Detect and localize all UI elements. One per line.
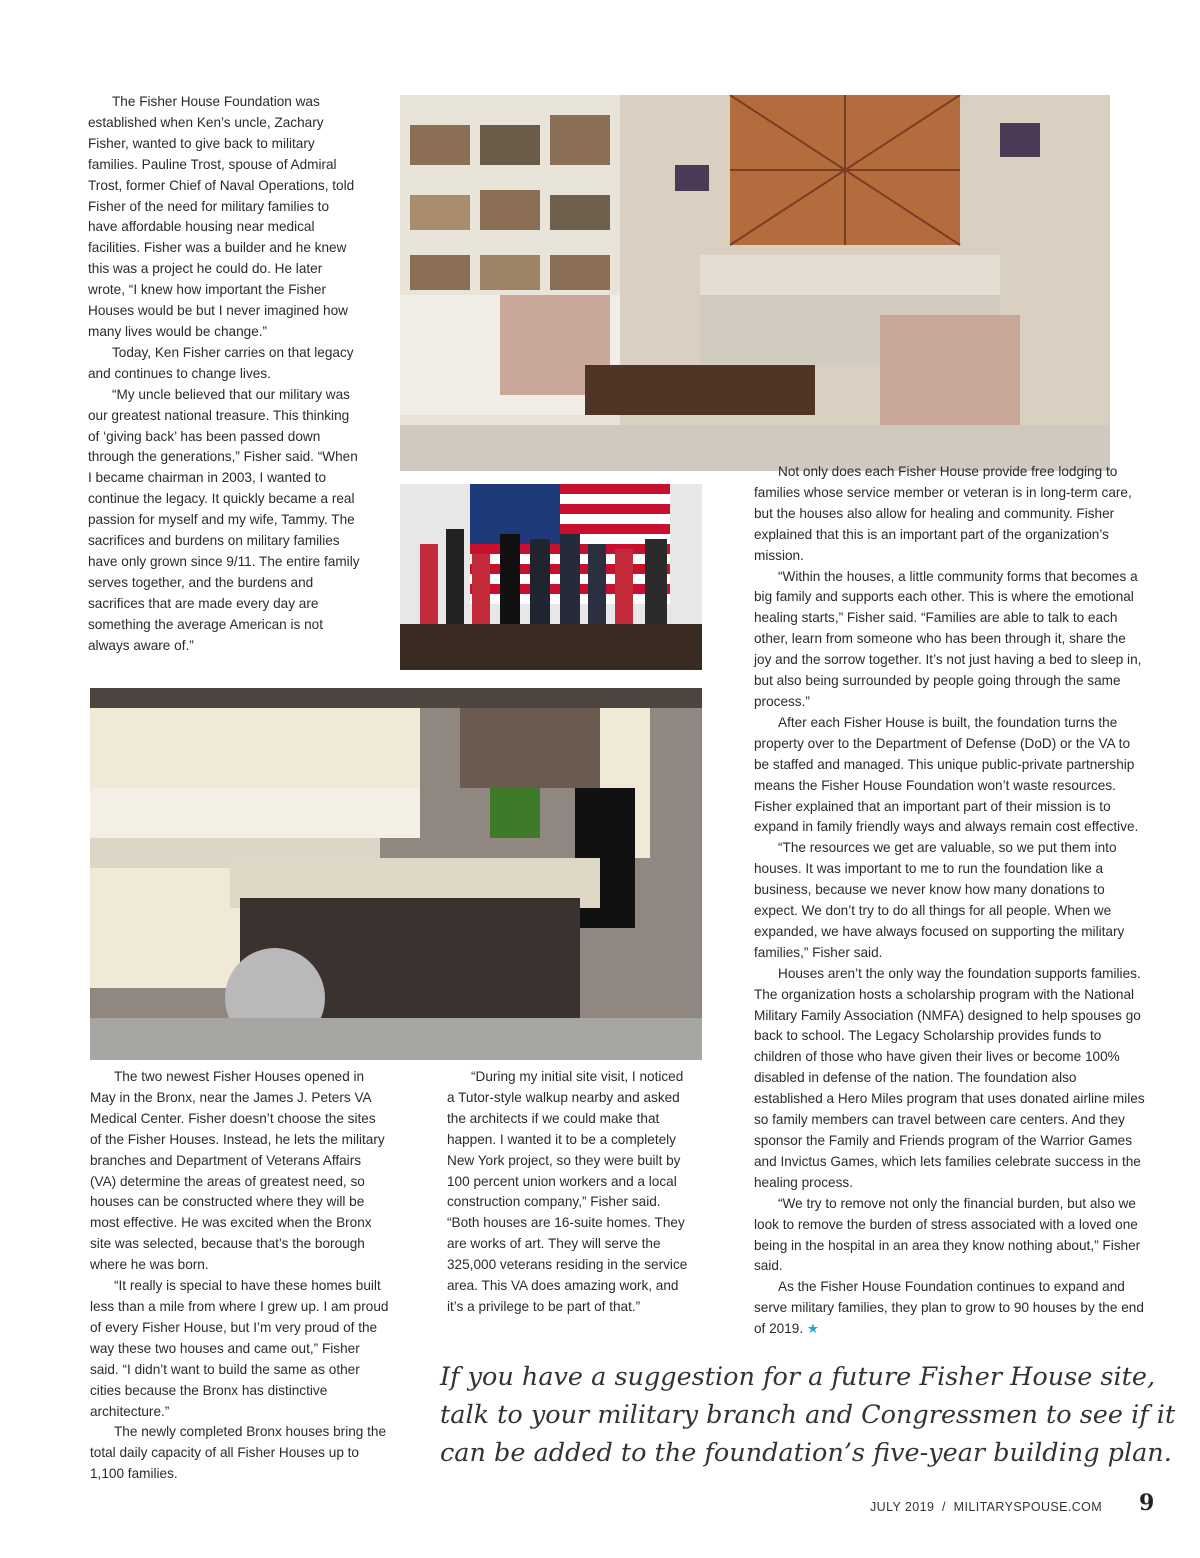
paragraph: “The resources we get are valuable, so we put them into houses. It was important to me to run the foundation like a business, because we never know how many donations to expect. We don’t try to do all things for all people. When we expanded, we have always focused on supporting the military families,” Fisher said. bbox=[754, 840, 1125, 960]
paragraph: Today, Ken Fisher carries on that legacy and continues to change lives. bbox=[88, 344, 354, 381]
paragraph: “My uncle believed that our military was our greatest national treasure. This thinking of ‘giving back’ has been passed down through the generations,” Fisher said. “When I became chairman in 2003, I wanted to continue the legacy. It quickly became a real passion for myself and my wife, Tammy. The sacrifices and burdens on military families have only grown since 9/11. The entire family serves together, and the burdens and sacrifices that are made every day are something the average American is not always aware of.” bbox=[88, 386, 360, 653]
paragraph: After each Fisher House is built, the foundation turns the property over to the Department of Defense (DoD) or the VA to be staffed and managed. This unique public-private partnership means the Fisher House Foundation won’t waste resources. Fisher explained that an important part of their mission is to expand in family friendly ways and always remain cost effective. bbox=[754, 714, 1139, 835]
paragraph-text: As the Fisher House Foundation continues to expand and serve military families, they plan to grow to 90 houses by the end of 2019. bbox=[754, 1279, 1144, 1337]
end-mark-star-icon: ★ bbox=[806, 1321, 820, 1337]
paragraph: Houses aren’t the only way the foundation supports families. The organization hosts a scholarship program with the National Military Family Association (NMFA) designed to help spouses go back to school. The Legacy Scholarship provides funds to children of those who have given their lives or become 100% disabled in defense of the nation. The foundation also established a Hero Miles program that uses donated airline miles so family members can travel between care centers. And they sponsor the Family and Friends program of the Warrior Games and Invictus Games, which lets families celebrate success in the healing process. bbox=[754, 965, 1145, 1190]
article-column-4 bbox=[754, 462, 1146, 1340]
paragraph bbox=[754, 1277, 1146, 1340]
pull-quote-line: talk to your military branch and Congressmen to see if it bbox=[440, 1400, 1176, 1430]
page-number: 9 bbox=[1139, 1490, 1155, 1516]
paragraph: “During my initial site visit, I noticed a Tutor-style walkup nearby and asked the architects if we could make that happen. I wanted it to be a completely New York project, so they were built by 100 percent union workers and a local construction company,” Fisher said. “Both houses are 16-suite homes. They are works of art. They will serve the 325,000 veterans residing in the service area. This VA does amazing work, and it’s a privilege to be part of that.” bbox=[447, 1069, 688, 1314]
pull-quote-line: can be added to the foundation’s five-year building plan. bbox=[440, 1438, 1172, 1468]
pull-quote-line: If you have a suggestion for a future Fisher House site, bbox=[440, 1362, 1156, 1392]
article-column-3 bbox=[447, 1067, 689, 1318]
paragraph: “We try to remove not only the financial burden, but also we look to remove the burden of stress associated with a loved one being in the hospital in an area they know nothing about,” Fisher said. bbox=[754, 1195, 1141, 1274]
article-column-1 bbox=[88, 92, 360, 656]
groundbreaking-photo bbox=[400, 484, 702, 670]
paragraph: “It really is special to have these homes built less than a mile from where I grew up. I am proud of every Fisher House, but I’m very proud of the way these two houses and came out,” Fisher said. “I didn’t want to build the same as other cities because the Bronx has distinctive architecture.” bbox=[90, 1278, 389, 1419]
living-room-photo bbox=[400, 95, 1110, 471]
page-footer: JULY 2019 / MILITARYSPOUSE.COM bbox=[870, 1500, 1103, 1514]
paragraph: Not only does each Fisher House provide free lodging to families whose service member or veteran is in long-term care, but the houses also allow for healing and community. Fisher explained that this is an important part of the organization’s mission. bbox=[754, 464, 1132, 563]
pull-quote bbox=[440, 1358, 1176, 1472]
kitchen-photo bbox=[90, 688, 702, 1060]
article-column-2 bbox=[90, 1067, 390, 1485]
paragraph: “Within the houses, a little community forms that becomes a big family and supports each other. This is where the emotional healing starts,” Fisher said. “Families are able to talk to each other, learn from someone who has been through it, share the joy and the sorrow together. It’s not just having a bed to sleep in, but also being surrounded by people going through the same process.” bbox=[754, 568, 1142, 709]
paragraph: The Fisher House Foundation was established when Ken’s uncle, Zachary Fisher, wanted to give back to military families. Pauline Trost, spouse of Admiral Trost, former Chief of Naval Operations, told Fisher of the need for military families to have affordable housing near medical facilities. Fisher was a builder and he knew this was a project he could do. He later wrote, “I knew how important the Fisher Houses would be but I never imagined how many lives would be change.” bbox=[88, 94, 355, 339]
paragraph: The two newest Fisher Houses opened in May in the Bronx, near the James J. Peters VA Medical Center. Fisher doesn’t choose the sites of the Fisher Houses. Instead, he lets the military branches and Department of Veterans Affairs (VA) determine the areas of greatest need, so houses can be constructed where they will be most effective. He was excited when the Bronx site was selected, because that’s the borough where he was born. bbox=[90, 1069, 385, 1273]
paragraph: The newly completed Bronx houses bring the total daily capacity of all Fisher Houses up to 1,100 families. bbox=[90, 1424, 387, 1482]
